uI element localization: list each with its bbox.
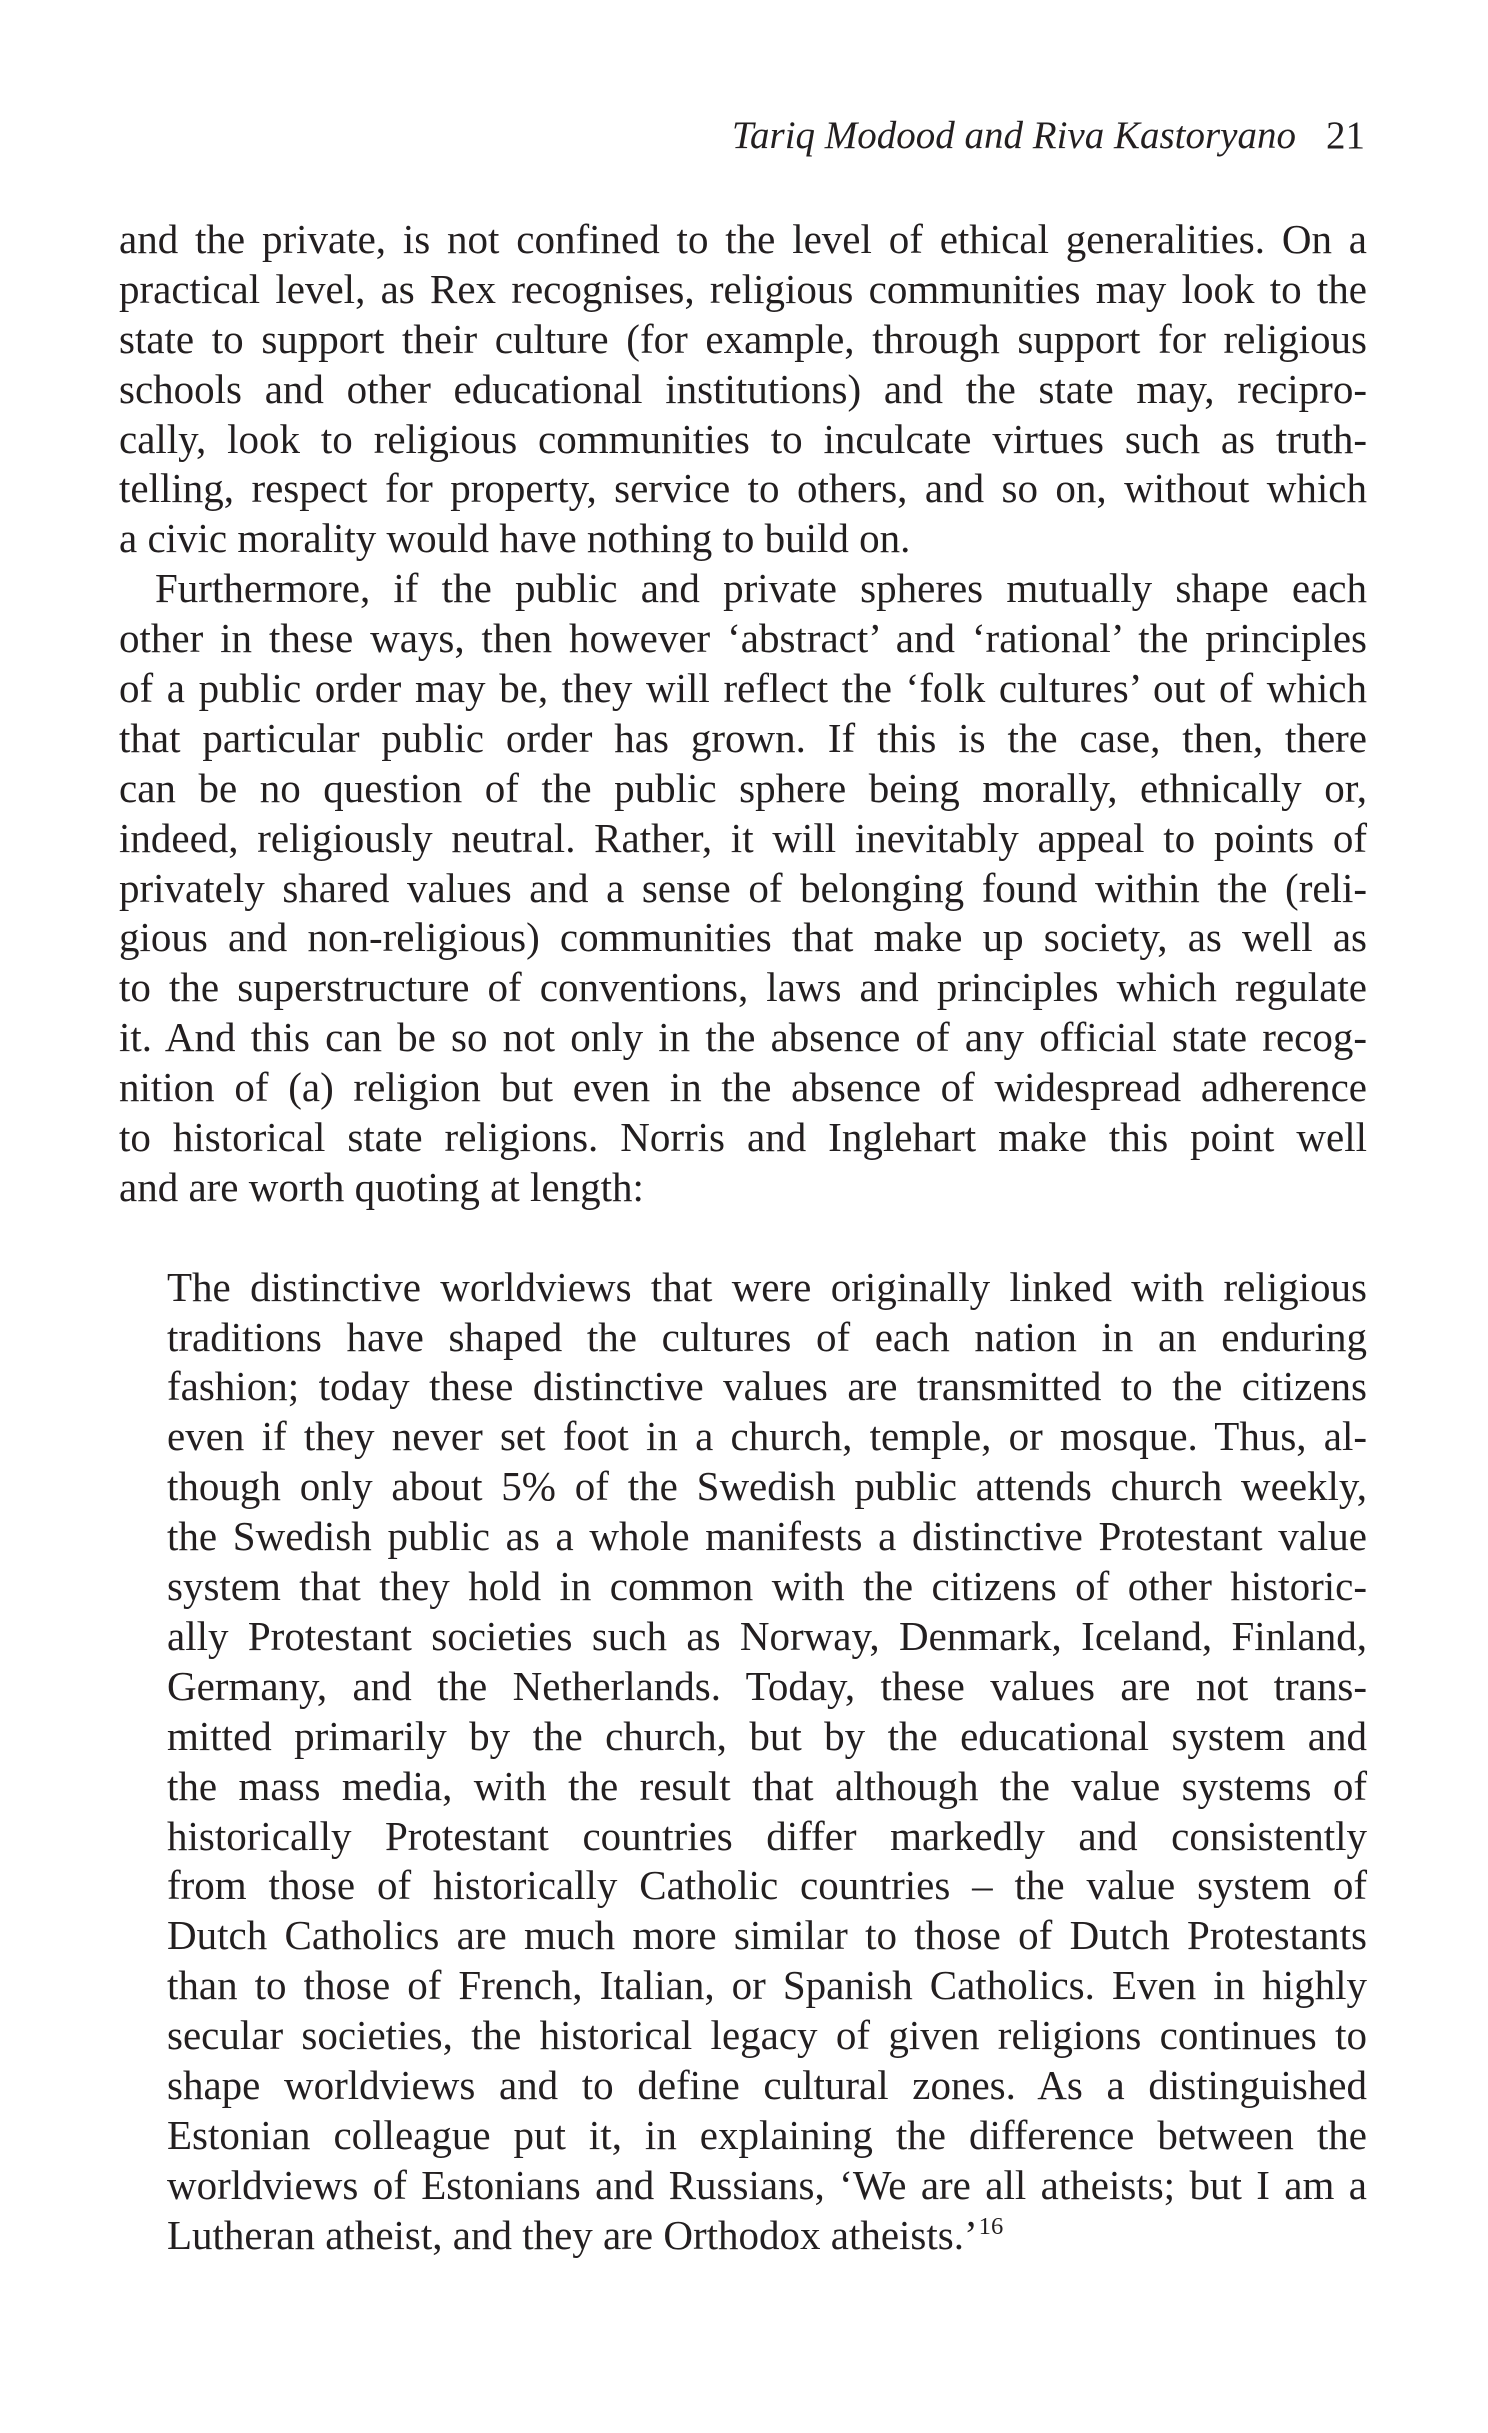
text-line: of a public order may be, they will reflect the ‘folk cultures’ out of which [119, 665, 1367, 712]
text-line: nition of (a) religion but even in the absence of widespread adherence [119, 1064, 1367, 1111]
running-title: Tariq Modood and Riva Kastoryano [731, 114, 1296, 157]
quote-line: though only about 5% of the Swedish public attends church weekly, [167, 1463, 1367, 1510]
quote-line-last [167, 2211, 1367, 2261]
body-text [119, 215, 1367, 2261]
quote-line: Germany, and the Netherlands. Today, these values are not trans- [167, 1662, 1367, 1709]
text-line: state to support their culture (for example, through support for religious [119, 315, 1367, 362]
text-line: gious and non-religious) communities that make up society, as well as [119, 914, 1367, 961]
quote-line-text: Lutheran atheist, and they are Orthodox atheists.’ [167, 2211, 978, 2258]
text-line: Furthermore, if the public and private spheres mutually shape each [155, 565, 1367, 612]
quote-line: worldviews of Estonians and Russians, ‘We are all atheists; but I am a [167, 2161, 1367, 2208]
quote-line: The distinctive worldviews that were originally linked with religious [167, 1263, 1367, 1310]
quote-line: the mass media, with the result that although the value systems of [167, 1762, 1367, 1809]
text-line: can be no question of the public sphere being morally, ethnically or, [119, 764, 1367, 811]
text-line: to the superstructure of conventions, laws and principles which regulate [119, 964, 1367, 1011]
running-header [732, 111, 1365, 161]
paragraph [119, 215, 1367, 564]
text-line: and the private, is not confined to the level of ethical generalities. On a [119, 216, 1367, 262]
text-line: a civic morality would have nothing to build on. [119, 515, 911, 562]
text-line: schools and other educational institutions) and the state may, recipro- [119, 365, 1367, 412]
quote-line: fashion; today these distinctive values are transmitted to the citizens [167, 1363, 1367, 1410]
quote-line: Estonian colleague put it, in explaining the difference between the [167, 2111, 1367, 2158]
quote-line: system that they hold in common with the citizens of other historic- [167, 1563, 1367, 1610]
page-number: 21 [1326, 114, 1365, 157]
quote-line: ally Protestant societies such as Norway, Denmark, Iceland, Finland, [167, 1612, 1367, 1659]
text-line: privately shared values and a sense of belonging found within the (reli- [119, 864, 1367, 911]
quote-line: even if they never set foot in a church, temple, or mosque. Thus, al- [167, 1413, 1367, 1460]
quote-line: secular societies, the historical legacy of given religions continues to [167, 2012, 1367, 2059]
quote-line: the Swedish public as a whole manifests a distinctive Protestant value [167, 1513, 1367, 1560]
text-line: to historical state religions. Norris and Inglehart make this point well [119, 1114, 1367, 1161]
quote-line: than to those of French, Italian, or Spanish Catholics. Even in highly [167, 1962, 1367, 2009]
text-line: and are worth quoting at length: [119, 1163, 644, 1210]
quote-line: traditions have shaped the cultures of each nation in an enduring [167, 1313, 1367, 1360]
quote-line: historically Protestant countries differ markedly and consistently [167, 1812, 1367, 1859]
footnote-reference[interactable]: 16 [978, 2212, 1004, 2240]
text-line: cally, look to religious communities to inculcate virtues such as truth- [119, 415, 1367, 462]
block-quote [167, 1263, 1367, 2261]
paragraph [119, 564, 1367, 1213]
quote-line: Dutch Catholics are much more similar to those of Dutch Protestants [167, 1912, 1367, 1959]
text-line: it. And this can be so not only in the absence of any official state recog- [119, 1014, 1367, 1061]
quote-line: shape worldviews and to define cultural zones. As a distinguished [167, 2061, 1367, 2108]
text-line: other in these ways, then however ‘abstract’ and ‘rational’ the principles [119, 615, 1367, 662]
text-line: practical level, as Rex recognises, religious communities may look to the [119, 265, 1367, 312]
quote-line: from those of historically Catholic countries – the value system of [167, 1862, 1367, 1909]
text-line: indeed, religiously neutral. Rather, it will inevitably appeal to points of [119, 814, 1367, 861]
text-line: that particular public order has grown. If this is the case, then, there [119, 714, 1367, 761]
quote-line: mitted primarily by the church, but by the educational system and [167, 1712, 1367, 1759]
text-line: telling, respect for property, service to others, and so on, without which [119, 465, 1367, 512]
